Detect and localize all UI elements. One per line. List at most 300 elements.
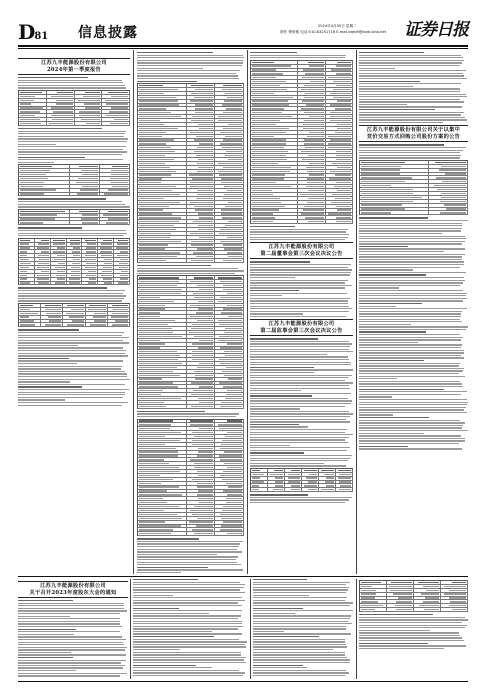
table-cell: [19, 221, 70, 224]
text-line: [133, 665, 196, 666]
table-cell: [138, 505, 187, 508]
table-cell: [187, 532, 216, 535]
cell-text: [198, 167, 214, 168]
table-cell: [251, 488, 268, 491]
cell-text: [223, 85, 242, 86]
text-line: [250, 349, 349, 350]
table-cell: [326, 150, 353, 153]
page-number: D81: [18, 20, 49, 44]
table-cell: [268, 484, 285, 487]
table-cell: [100, 165, 130, 168]
table-cell: [138, 146, 187, 149]
cell-text: [337, 167, 351, 168]
cell-text: [218, 171, 242, 172]
cell-text: [435, 162, 466, 163]
cell-text: [224, 351, 242, 352]
text-line: [359, 313, 461, 314]
table-cell: [215, 115, 244, 118]
table-cell: [187, 170, 216, 173]
cell-text: [139, 237, 170, 238]
text-line: [359, 386, 463, 387]
text-line: [137, 549, 237, 550]
cell-text: [111, 182, 128, 183]
text-line: [253, 621, 348, 622]
table-cell: [268, 469, 285, 472]
table-cell: [298, 119, 325, 122]
table-cell: [86, 308, 108, 311]
cell-text: [37, 278, 49, 279]
table-cell: [47, 118, 75, 121]
cell-text: [361, 605, 383, 606]
cell-text: [288, 481, 300, 482]
cell-text: [139, 136, 162, 137]
table-cell: [215, 197, 244, 200]
cell-text: [309, 474, 317, 475]
cell-text: [223, 471, 242, 472]
cell-text: [120, 251, 128, 252]
table-cell: [298, 213, 325, 216]
table-cell: [70, 185, 100, 188]
table-cell: [187, 300, 216, 303]
text-line: [359, 433, 424, 434]
cell-text: [139, 108, 166, 109]
table-cell: [51, 278, 67, 281]
cell-text: [439, 169, 466, 170]
table-cell: [51, 258, 67, 261]
text-line: [250, 290, 299, 291]
table-cell: [19, 107, 47, 110]
text-line: [359, 267, 460, 268]
cell-text: [199, 340, 213, 341]
cell-text: [252, 143, 286, 144]
cell-text: [222, 510, 242, 511]
table-cell: [138, 393, 187, 396]
table-cell: [298, 84, 325, 87]
table-cell: [360, 604, 387, 607]
table-cell: [138, 284, 187, 287]
cell-text: [307, 136, 323, 137]
text-line: [250, 267, 348, 268]
table-cell: [138, 111, 187, 114]
text-line: [133, 587, 244, 588]
table-cell: [138, 228, 187, 231]
table-cell: [326, 174, 353, 177]
cell-text: [196, 525, 213, 526]
table-cell: [82, 278, 98, 281]
table-cell: [98, 254, 114, 257]
text-line: [250, 341, 349, 342]
table-cell: [138, 100, 187, 103]
table-cell: [187, 154, 216, 157]
table-cell: [326, 84, 353, 87]
text-line: [359, 640, 464, 641]
text-line: [18, 392, 125, 393]
table-cell: [298, 135, 325, 138]
table-cell: [298, 193, 325, 196]
cell-text: [326, 477, 334, 478]
table-cell: [75, 107, 103, 110]
cell-text: [85, 267, 96, 268]
text-line: [18, 144, 56, 145]
table-cell: [51, 247, 67, 250]
text-line: [137, 564, 241, 565]
table-cell: [138, 420, 187, 423]
body-text: [18, 600, 128, 677]
cell-text: [195, 112, 213, 113]
cell-text: [139, 248, 165, 249]
table-cell: [187, 350, 216, 353]
cell-text: [192, 343, 214, 344]
cell-text: [227, 293, 242, 294]
cell-text: [139, 159, 174, 160]
text-line: [18, 376, 127, 377]
text-line: [253, 584, 346, 585]
text-line: [250, 416, 350, 417]
table-cell: [187, 166, 216, 169]
cell-text: [192, 324, 213, 325]
table-cell: [326, 127, 353, 130]
text-line: [18, 603, 124, 604]
cell-text: [139, 256, 177, 257]
text-line: [18, 77, 88, 78]
cell-text: [449, 605, 466, 606]
text-line: [18, 227, 82, 228]
table-cell: [285, 488, 302, 491]
text-line: [250, 434, 353, 435]
text-line: [18, 151, 127, 152]
text-line: [359, 324, 411, 325]
cell-text: [139, 467, 179, 468]
cell-text: [389, 586, 412, 587]
table-cell: [19, 91, 47, 94]
cell-text: [220, 363, 242, 364]
table-cell: [98, 258, 114, 261]
table-cell: [215, 220, 244, 223]
text-line: [359, 217, 428, 218]
cell-text: [139, 529, 173, 530]
table-cell: [138, 451, 187, 454]
table-cell: [63, 308, 85, 311]
cell-text: [139, 171, 176, 172]
cell-text: [86, 123, 101, 124]
text-line: [18, 657, 73, 658]
table-cell: [251, 205, 298, 208]
text-line: [18, 386, 82, 387]
text-line: [18, 295, 126, 296]
table-cell: [215, 493, 244, 496]
table-cell: [114, 250, 130, 253]
table-cell: [47, 107, 75, 110]
cell-text: [336, 151, 351, 152]
cell-text: [221, 178, 242, 179]
table-cell: [298, 178, 325, 181]
text-line: [133, 670, 239, 671]
text-line: [137, 411, 205, 412]
cell-text: [139, 305, 165, 306]
table-cell: [138, 115, 187, 118]
table-cell: [429, 196, 468, 199]
text-line: [137, 57, 244, 58]
text-line: [359, 417, 429, 418]
body-text: [250, 494, 353, 503]
table-row: [19, 221, 130, 225]
text-line: [253, 639, 345, 640]
text-line: [18, 660, 126, 661]
cell-text: [219, 174, 242, 175]
table-cell: [285, 469, 302, 472]
cell-text: [139, 85, 163, 86]
cell-text: [139, 455, 178, 456]
cell-text: [226, 151, 242, 152]
table-cell: [360, 608, 387, 611]
table-cell: [187, 276, 216, 279]
cell-text: [84, 103, 101, 104]
table-cell: [215, 343, 244, 346]
text-line: [359, 316, 461, 317]
cell-text: [139, 343, 165, 344]
data-table: [137, 275, 244, 408]
table-cell: [82, 239, 98, 242]
cell-text: [419, 605, 439, 606]
table-cell: [67, 254, 83, 257]
table-cell: [138, 251, 187, 254]
table-cell: [251, 115, 298, 118]
table-cell: [268, 488, 285, 491]
cell-text: [304, 85, 323, 86]
cell-text: [37, 247, 49, 248]
table-row: [138, 405, 244, 409]
cell-text: [139, 340, 160, 341]
text-line: [359, 254, 465, 255]
table-cell: [51, 270, 67, 273]
cell-text: [139, 244, 168, 245]
cell-text: [252, 174, 285, 175]
table-cell: [326, 139, 353, 142]
table-cell: [138, 92, 187, 95]
text-line: [359, 622, 462, 623]
cell-text: [194, 467, 213, 468]
cell-text: [139, 355, 180, 356]
table-cell: [187, 513, 216, 516]
cell-text: [336, 159, 351, 160]
table-cell: [360, 211, 429, 214]
cell-text: [197, 171, 214, 172]
cell-text: [139, 451, 178, 452]
table-cell: [215, 509, 244, 512]
text-line: [250, 442, 348, 443]
cell-text: [103, 240, 112, 241]
table-cell: [187, 209, 216, 212]
table-cell: [67, 278, 83, 281]
table-cell: [187, 366, 216, 369]
text-line: [18, 136, 124, 137]
cell-text: [252, 213, 273, 214]
cell-text: [252, 151, 288, 152]
text-line: [18, 613, 120, 614]
cell-text: [121, 271, 128, 272]
table-cell: [215, 431, 244, 434]
table-cell: [35, 258, 51, 261]
text-line: [137, 78, 239, 79]
cell-text: [81, 218, 98, 219]
cell-text: [49, 123, 72, 124]
table-cell: [51, 239, 67, 242]
text-line: [137, 270, 244, 271]
cell-text: [225, 155, 242, 156]
table-cell: [326, 104, 353, 107]
table-cell: [387, 600, 414, 603]
table-cell: [187, 505, 216, 508]
cell-text: [291, 485, 300, 486]
table-cell: [138, 158, 187, 161]
table-cell: [138, 509, 187, 512]
text-line: [250, 377, 348, 378]
cell-text: [391, 582, 412, 583]
text-line: [250, 311, 349, 312]
text-line: [359, 321, 462, 322]
text-line: [359, 246, 408, 247]
table-cell: [429, 184, 468, 187]
cell-text: [67, 305, 83, 306]
text-line: [359, 625, 467, 626]
table-cell: [298, 154, 325, 157]
table-cell: [41, 304, 63, 307]
table-cell: [138, 189, 187, 192]
table-cell: [326, 213, 353, 216]
text-line: [253, 618, 350, 619]
table-cell: [187, 213, 216, 216]
cell-text: [79, 115, 100, 116]
cell-text: [336, 206, 351, 207]
cell-text: [69, 282, 81, 283]
table-cell: [138, 455, 187, 458]
text-line: [359, 404, 467, 405]
cell-text: [337, 124, 351, 125]
table-cell: [138, 497, 187, 500]
table-cell: [138, 362, 187, 365]
cell-text: [198, 490, 214, 491]
text-line: [18, 204, 125, 205]
cell-text: [78, 100, 101, 101]
table-cell: [251, 178, 298, 181]
table-cell: [102, 122, 130, 125]
text-line: [18, 345, 78, 346]
table-cell: [319, 488, 336, 491]
cell-text: [304, 485, 317, 486]
cell-text: [227, 390, 242, 391]
cell-text: [304, 206, 324, 207]
table-cell: [138, 170, 187, 173]
cell-text: [20, 218, 55, 219]
text-line: [18, 667, 123, 668]
text-line: [250, 465, 346, 466]
table-cell: [251, 107, 298, 110]
table-cell: [187, 244, 216, 247]
cell-text: [139, 132, 166, 133]
cell-text: [191, 394, 213, 395]
table-row: [19, 193, 130, 197]
text-line: [250, 313, 303, 314]
table-cell: [138, 532, 187, 535]
cell-text: [198, 347, 214, 348]
text-line: [359, 122, 443, 123]
table-cell: [251, 84, 298, 87]
table-cell: [70, 189, 100, 192]
table-cell: [326, 119, 353, 122]
cell-text: [101, 275, 113, 276]
text-line: [359, 389, 444, 390]
table-cell: [187, 435, 216, 438]
cell-text: [440, 201, 466, 202]
table-cell: [251, 174, 298, 177]
cell-text: [139, 463, 169, 464]
text-line: [18, 154, 122, 155]
cell-text: [198, 308, 214, 309]
table-row: [19, 122, 130, 126]
cell-text: [308, 62, 323, 63]
cell-text: [339, 489, 351, 490]
cell-text: [219, 336, 242, 337]
table-cell: [298, 209, 325, 212]
cell-text: [101, 243, 113, 244]
table-cell: [187, 131, 216, 134]
text-line: [18, 675, 120, 676]
cell-text: [396, 601, 412, 602]
table-cell: [251, 142, 298, 145]
text-line: [359, 225, 462, 226]
text-line: [359, 277, 464, 278]
table-cell: [298, 127, 325, 130]
text-line: [359, 285, 460, 286]
text-line: [18, 157, 85, 158]
cell-text: [308, 489, 317, 490]
cell-text: [139, 420, 173, 421]
table-cell: [75, 99, 103, 102]
cell-text: [309, 116, 323, 117]
table-cell: [326, 135, 353, 138]
table-cell: [429, 211, 468, 214]
table-cell: [67, 258, 83, 261]
table-row: [138, 532, 244, 536]
table-cell: [19, 262, 35, 265]
cell-text: [220, 297, 242, 298]
text-line: [359, 109, 435, 110]
text-line: [18, 300, 122, 301]
table-cell: [187, 466, 216, 469]
table-cell: [70, 181, 100, 184]
text-line: [250, 285, 352, 286]
table-cell: [215, 385, 244, 388]
table-cell: [19, 185, 70, 188]
table-cell: [360, 188, 429, 191]
table-cell: [114, 243, 130, 246]
table-cell: [215, 146, 244, 149]
table-cell: [251, 209, 298, 212]
text-line: [250, 388, 350, 389]
cell-text: [361, 177, 412, 178]
cell-text: [139, 514, 177, 515]
cell-text: [112, 186, 128, 187]
table-cell: [19, 308, 41, 311]
cell-text: [139, 506, 179, 507]
text-line: [359, 412, 467, 413]
table-cell: [102, 103, 130, 106]
text-line: [133, 626, 243, 627]
cell-text: [220, 143, 242, 144]
table-cell: [138, 521, 187, 524]
text-line: [250, 408, 300, 409]
table-cell: [187, 323, 216, 326]
